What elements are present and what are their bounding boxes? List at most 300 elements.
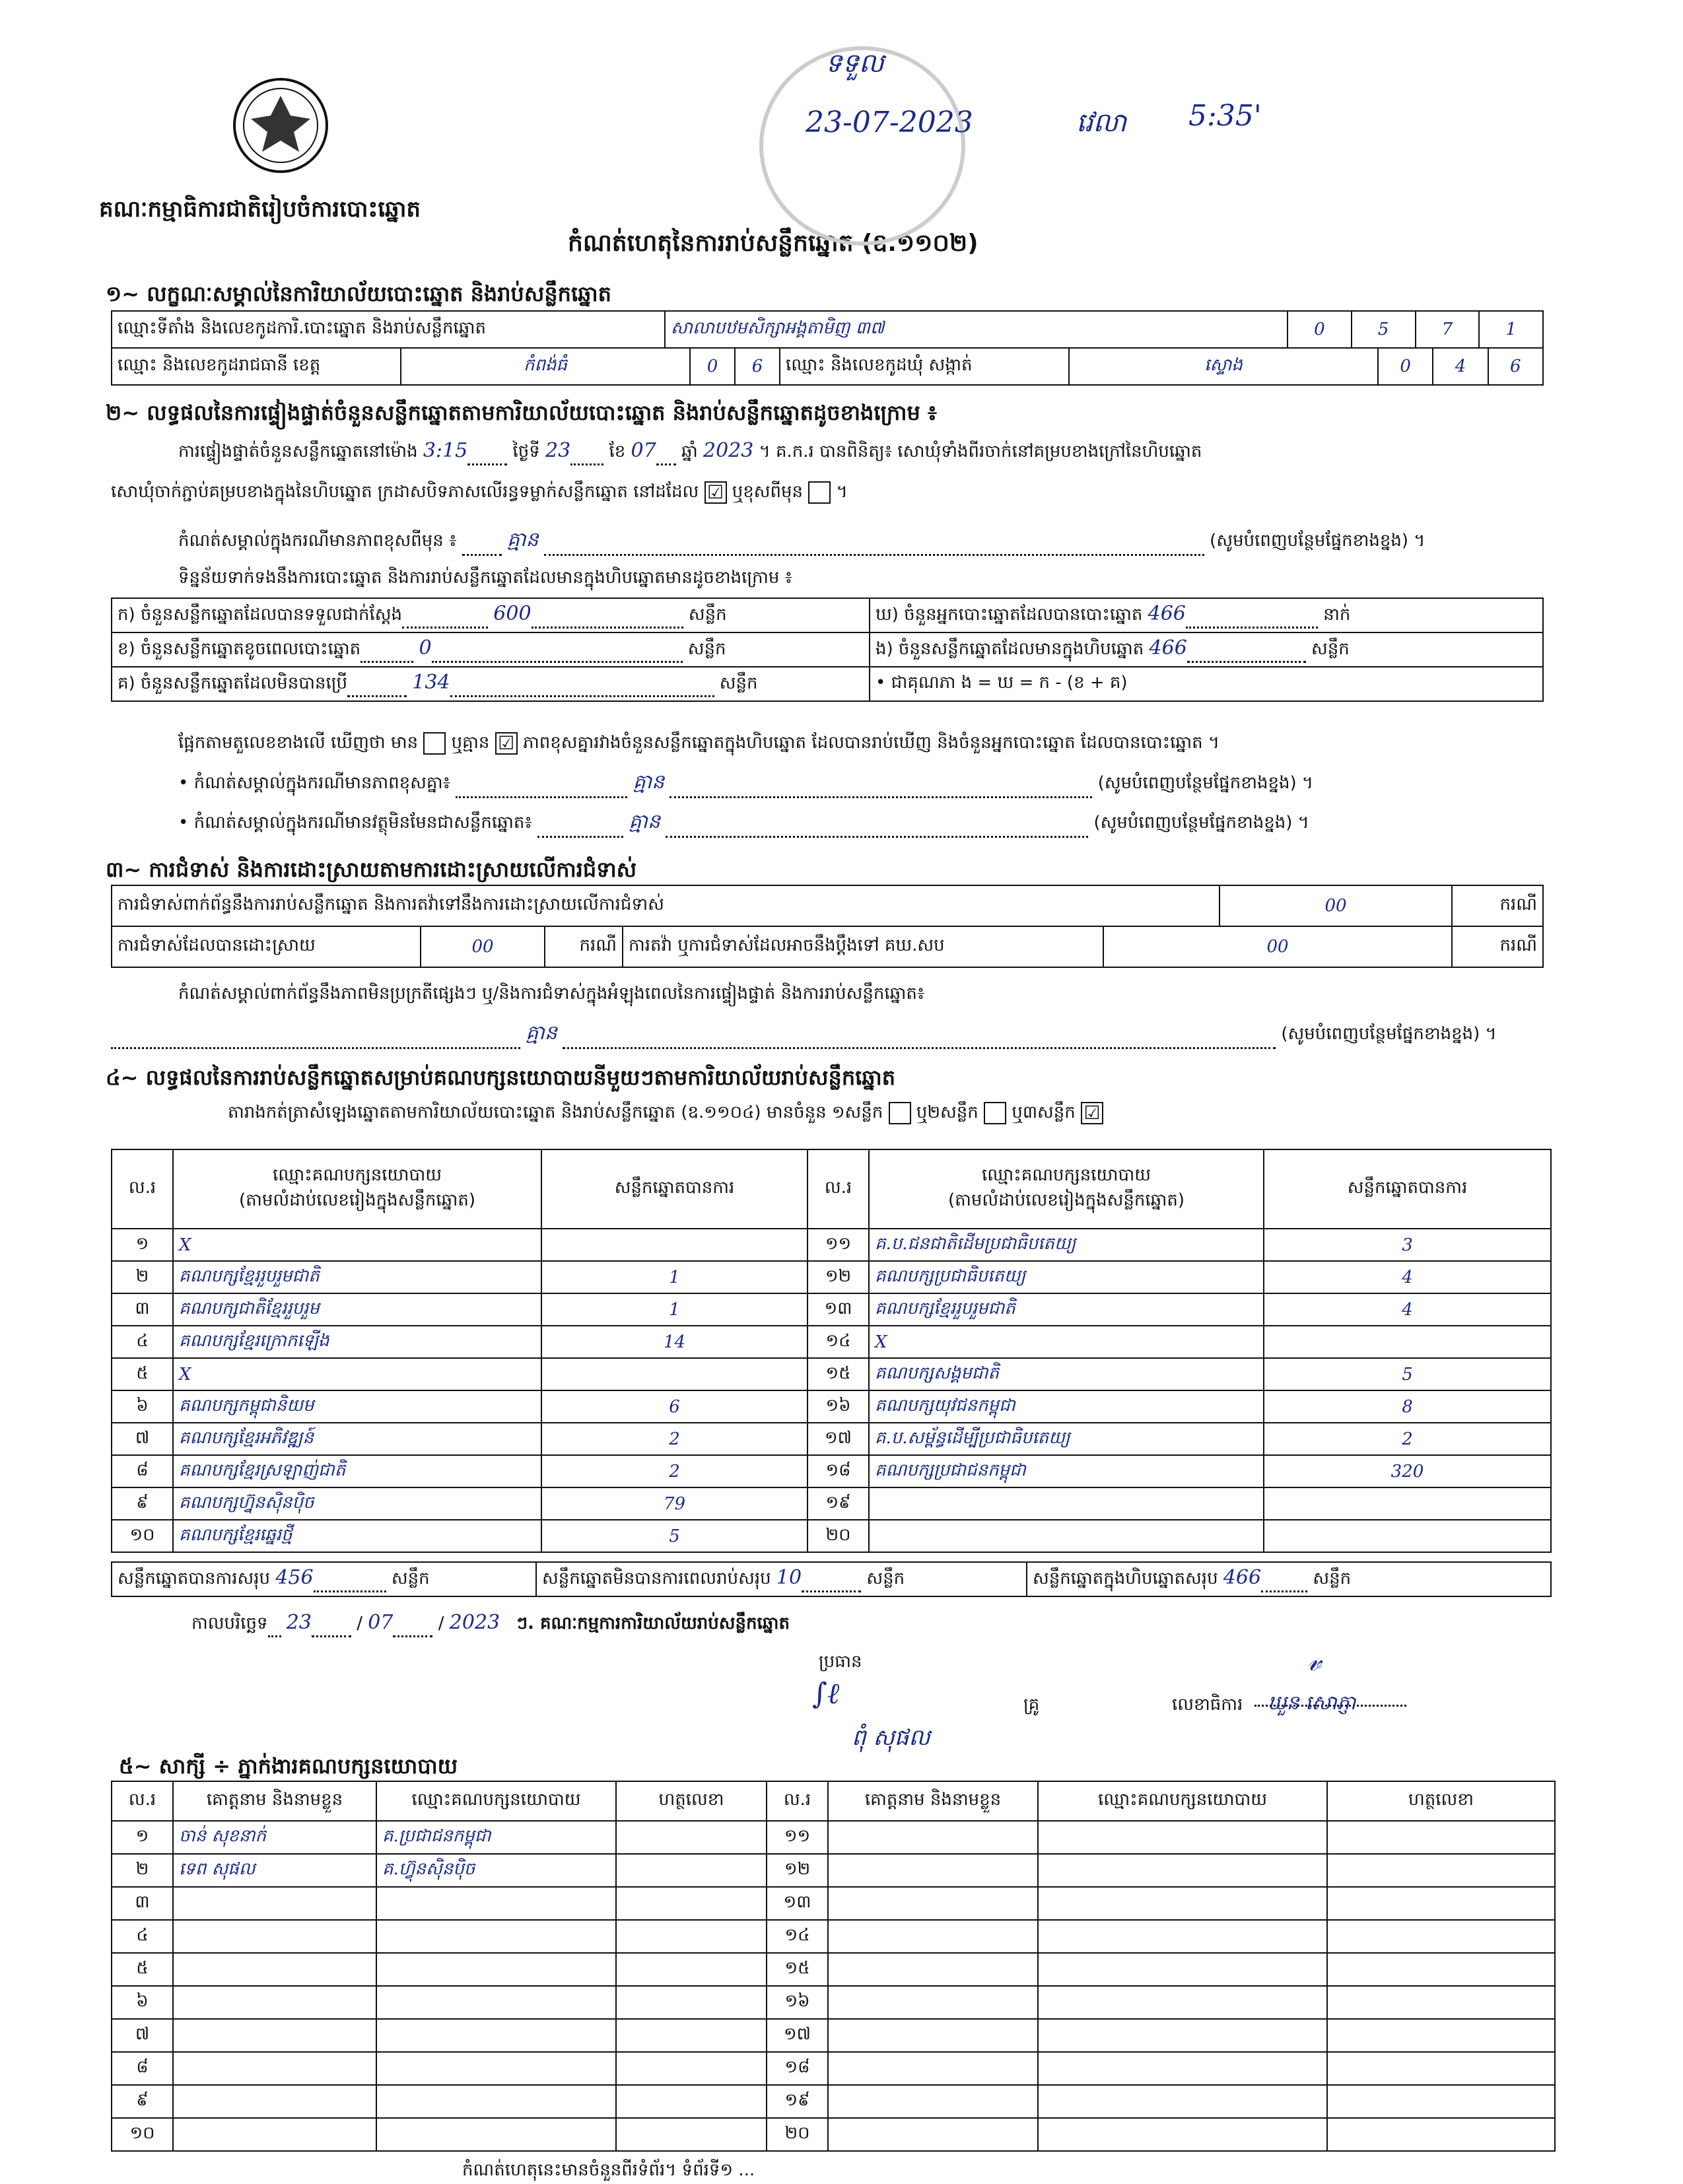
- verification-line-1: [178, 439, 1552, 465]
- witness-table: [111, 1781, 1556, 2152]
- witness-sign-left: [616, 2118, 767, 2151]
- row-no-right: ២០: [807, 1520, 869, 1552]
- row-no-right: ១១: [807, 1229, 869, 1261]
- table-row: [112, 1293, 1551, 1326]
- witness-no-right: ១៩: [767, 2085, 828, 2118]
- verify-day: 23: [545, 439, 571, 462]
- chair-label: ប្រធាន: [819, 1652, 862, 1672]
- resolved-unit: ករណី: [545, 926, 623, 967]
- witness-col-party-left: ឈ្មោះគណបក្សនយោបាយ: [376, 1781, 616, 1821]
- complaints-resolved-table: [111, 926, 1544, 968]
- station-label: ឈ្មោះទីតាំង និងលេខកូដការិ.បោះឆ្នោត និងរាប់សន្លឹកឆ្នោត: [112, 311, 665, 348]
- chair-name: ពុំ សុផល: [852, 1724, 930, 1751]
- witness-name-right: [828, 2118, 1038, 2151]
- row-no-left: ១០: [112, 1520, 173, 1552]
- table-row: [112, 2019, 1555, 2052]
- row-votes-left: [541, 1229, 807, 1261]
- row-no-right: ១៧: [807, 1423, 869, 1455]
- table-row: [112, 1887, 1555, 1920]
- witness-sign-right: [1327, 1920, 1555, 1953]
- witness-sign-left: [616, 1986, 767, 2019]
- row-party-left: គណបក្សខ្មែរឆ្នេរថ្មី: [173, 1520, 541, 1552]
- section1-heading: ១~ លក្ខណៈសម្គាល់នៃការិយាល័យបោះឆ្នោត និងរាប់សន្លឹកឆ្នោត: [106, 281, 611, 306]
- complaints-total-label: ការជំទាស់ពាក់ព័ន្ធនឹងការរាប់សន្លឹកឆ្នោត និងការតវ៉ាទៅនឹងការដោះស្រាយលើការជំទាស់: [112, 885, 1219, 926]
- witness-no-left: ៨: [112, 2052, 173, 2085]
- province-code-1: 0: [690, 348, 735, 385]
- difference-note-hint: (សូមបំពេញបន្ថែមផ្នែកខាងខ្នង) ។: [1210, 531, 1425, 551]
- object-note-hint: (សូមបំពេញបន្ថែមផ្នែកខាងខ្នង) ។: [1093, 813, 1309, 833]
- row-votes-left: 79: [541, 1487, 807, 1520]
- row-party-left: X: [173, 1358, 541, 1390]
- row-party-left: គណបក្សកម្ពុជានិយម: [173, 1390, 541, 1423]
- row-votes-left: 6: [541, 1390, 807, 1423]
- row-votes-left: 14: [541, 1326, 807, 1358]
- resolved-label: ការជំទាស់ដែលបានដោះស្រាយ: [112, 926, 421, 967]
- table-row: [112, 1229, 1551, 1261]
- row-no-left: ៧: [112, 1423, 173, 1455]
- witness-name-left: ទេព សុផល: [173, 1854, 376, 1887]
- witness-party-right: [1038, 1953, 1327, 1986]
- unused-value: 134: [412, 671, 450, 694]
- witness-sign-left: [616, 2019, 767, 2052]
- difference-note2-value: គ្មាន: [633, 770, 665, 794]
- form-title: កំណត់ហេតុនៃការរាប់សន្លឹកឆ្នោត (ឧ.១១០២): [568, 230, 979, 257]
- sheets-text: តារាងកត់ត្រាសំឡេងឆ្នោតតាមការិយាល័យបោះឆ្នោត និងរាប់សន្លឹកឆ្នោត (ឧ.១១០៤) មានចំនួន ១សន្លឹក: [228, 1103, 883, 1122]
- row-votes-right: [1264, 1520, 1551, 1552]
- commune-code-3: 6: [1488, 348, 1543, 385]
- witness-col-no-left: ល.រ: [112, 1781, 173, 1821]
- table-row: [112, 1953, 1555, 1986]
- voters-label: ឃ) ចំនួនអ្នកបោះឆ្នោតដែលបានបោះឆ្នោត: [876, 605, 1143, 625]
- witness-no-left: ៩: [112, 2085, 173, 2118]
- row-no-left: ៨: [112, 1455, 173, 1487]
- witness-sign-right: [1327, 1887, 1555, 1920]
- formula: • ជាគុណភា ង = ឃ = ក - (ខ + គ): [870, 667, 1543, 701]
- secretary-name: ឃួន សោភ្ញា: [1268, 1691, 1356, 1715]
- witness-name-left: [173, 2019, 376, 2052]
- location-table: [111, 347, 1544, 386]
- witness-no-left: ៧: [112, 2019, 173, 2052]
- witness-party-left: គ.ហ៊្វុនស៊ិនប៉ិច: [376, 1854, 616, 1887]
- witness-no-right: ២០: [767, 2118, 828, 2151]
- witness-sign-right: [1327, 1854, 1555, 1887]
- witness-party-left: [376, 1953, 616, 1986]
- row-votes-right: 4: [1264, 1293, 1551, 1326]
- results-col-no-right: ល.រ: [807, 1149, 869, 1229]
- witness-party-right: [1038, 2052, 1327, 2085]
- section2-heading: ២~ លទ្ធផលនៃការផ្ទៀងផ្ទាត់ចំនួនសន្លឹកឆ្នោតតាមការិយាល័យបោះឆ្នោត និងរាប់សន្លឹកឆ្នោតដូចខាងក្រោម ៖: [106, 400, 937, 425]
- witness-party-right: [1038, 2019, 1327, 2052]
- table-row: [112, 1854, 1555, 1887]
- object-note-label: • កំណត់សម្គាល់ក្នុងករណីមានវត្ថុមិនមែនជាសន្លឹកឆ្នោត៖: [178, 813, 532, 833]
- appeal-label: ការតវ៉ា ឬការជំទាស់ដែលអាចនឹងប្តឹងទៅ គឃ.សប: [623, 926, 1103, 967]
- results-totals-table: [111, 1561, 1552, 1597]
- witness-sign-left: [616, 2052, 767, 2085]
- total-invalid-unit: សន្លឹក: [866, 1569, 905, 1588]
- row-votes-right: 8: [1264, 1390, 1551, 1423]
- object-note-row: [178, 809, 1552, 838]
- witness-no-right: ១៨: [767, 2052, 828, 2085]
- total-box-value: 466: [1223, 1566, 1262, 1589]
- row-party-right: គ.ប.ជនជាតិដើមប្រជាធិបតេយ្យ: [869, 1229, 1264, 1261]
- row-votes-left: 1: [541, 1293, 807, 1326]
- party-results-table: [111, 1149, 1552, 1553]
- received-unit: សន្លឹក: [688, 605, 727, 625]
- witness-name-right: [828, 1986, 1038, 2019]
- table-row: [112, 1261, 1551, 1293]
- witness-name-left: [173, 2052, 376, 2085]
- date-year: 2023: [449, 1611, 500, 1634]
- witness-sign-right: [1327, 1953, 1555, 1986]
- difference-note2-hint: (សូមបំពេញបន្ថែមផ្នែកខាងខ្នង) ។: [1097, 773, 1314, 793]
- irregularity-note-row: [111, 1020, 1550, 1049]
- date-day: 23: [286, 1611, 312, 1634]
- voters-unit: នាក់: [1323, 605, 1351, 625]
- row-no-right: ១៤: [807, 1326, 869, 1358]
- row-no-left: ៩: [112, 1487, 173, 1520]
- table-row: [112, 2052, 1555, 2085]
- row-no-right: ១៥: [807, 1358, 869, 1390]
- table-row: [112, 1455, 1551, 1487]
- row-party-right: [869, 1487, 1264, 1520]
- chair-signature: ∫ℓ: [812, 1677, 840, 1711]
- stamp-date: 23-07-2023: [806, 106, 973, 139]
- witness-party-left: [376, 2085, 616, 2118]
- witness-name-right: [828, 1854, 1038, 1887]
- row-party-left: គណបក្សជាតិខ្មែររួបរួម: [173, 1293, 541, 1326]
- three-sheets-label: ឬ៣សន្លឹក: [1012, 1103, 1076, 1122]
- results-col-party-sub-left: (តាមលំដាប់លេខរៀងក្នុងសន្លឹកឆ្នោត): [238, 1190, 476, 1210]
- witness-party-left: [376, 1887, 616, 1920]
- witness-col-sign-right: ហត្ថលេខា: [1327, 1781, 1555, 1821]
- row-party-right: គណបក្សសង្គមជាតិ: [869, 1358, 1264, 1390]
- commune-code-2: 4: [1433, 348, 1488, 385]
- compare-text-c: ភាពខុសគ្នារវាងចំនួនសន្លឹកឆ្នោតក្នុងហិបឆ្នោត ដែលបានរាប់ឃើញ និងចំនួនអ្នកបោះឆ្នោត ដែលបានបោះឆ្នោត ។: [522, 733, 1219, 753]
- row-votes-right: 320: [1264, 1455, 1551, 1487]
- date-month: 07: [368, 1611, 394, 1634]
- commune-code-1: 0: [1378, 348, 1433, 385]
- complaints-table: [111, 885, 1544, 927]
- received-label: ក) ចំនួនសន្លឹកឆ្នោតដែលបានទទួលជាក់ស្តែង: [118, 605, 403, 625]
- witness-sign-right: [1327, 2085, 1555, 2118]
- row-votes-right: [1264, 1326, 1551, 1358]
- row-votes-right: [1264, 1487, 1551, 1520]
- row-no-right: ១៣: [807, 1293, 869, 1326]
- one-sheet-checkbox[interactable]: [889, 1102, 911, 1124]
- received-value: 600: [493, 602, 532, 625]
- table-row: [112, 1358, 1551, 1390]
- witness-sign-right: [1327, 2052, 1555, 2085]
- witness-sign-left: [616, 1854, 767, 1887]
- total-invalid-label: សន្លឹកឆ្នោតមិនបានការពេលរាប់សរុប: [542, 1569, 771, 1588]
- section4-heading: ៤~ លទ្ធផលនៃការរាប់សន្លឹកឆ្នោតសម្រាប់គណបក្សនយោបាយនីមួយៗតាមការិយាល័យរាប់សន្លឹកឆ្នោត: [106, 1065, 896, 1090]
- results-col-party-left: ឈ្មោះគណបក្សនយោបាយ: [273, 1165, 442, 1185]
- verify-checks-text: ។ គ.ក.រ បានពិនិត្យ៖ សោឃុំទាំងពីរចាក់នៅគម្របខាងក្រៅនៃហិបឆ្នោត: [759, 442, 1202, 461]
- difference-note-value: គ្មាន: [507, 528, 539, 551]
- row-votes-left: 2: [541, 1455, 807, 1487]
- difference-note-label: កំណត់សម្គាល់ក្នុងករណីមានភាពខុសពីមុន ៖: [178, 531, 457, 551]
- table-row: [112, 1423, 1551, 1455]
- witness-party-right: [1038, 1887, 1327, 1920]
- verify-time: 3:15: [423, 439, 468, 462]
- total-invalid-value: 10: [776, 1566, 802, 1589]
- total-valid-value: 456: [275, 1566, 314, 1589]
- row-party-left: គណបក្សខ្មែរអភិវឌ្ឍន៍: [173, 1423, 541, 1455]
- table-row: [112, 1520, 1551, 1552]
- data-intro: ទិន្នន័យទាក់ទងនឹងការបោះឆ្នោត និងការរាប់សន្លឹកឆ្នោតដែលមានក្នុងហិបឆ្នោតមានដូចខាងក្រោម ៖: [178, 568, 793, 588]
- row-party-right: គ.ប.សម្ព័ន្ធដើម្បីប្រជាធិបតេយ្យ: [869, 1423, 1264, 1455]
- compare-text-b: ឬគ្មាន: [451, 733, 490, 753]
- witness-no-right: ១៦: [767, 1986, 828, 2019]
- witness-col-name-left: គោត្តនាម និងនាមខ្លួន: [173, 1781, 376, 1821]
- compare-text-a: ផ្អែកតាមតួលេខខាងលើ ឃើញថា មាន: [178, 733, 419, 753]
- commune-label: ឈ្មោះ និងលេខកូដឃុំ សង្កាត់: [780, 348, 1069, 385]
- total-valid-label: សន្លឹកឆ្នោតបានការសរុប: [118, 1569, 271, 1588]
- witness-no-left: ៣: [112, 1887, 173, 1920]
- difference-note-row: [178, 527, 1552, 556]
- results-col-party-sub-right: (តាមលំដាប់លេខរៀងក្នុងសន្លឹកឆ្នោត): [947, 1190, 1185, 1210]
- witness-no-right: ១៥: [767, 1953, 828, 1986]
- total-box-label: សន្លឹកឆ្នោតក្នុងហិបឆ្នោតសរុប: [1033, 1569, 1218, 1588]
- nec-logo: [228, 76, 333, 175]
- witness-no-right: ១៣: [767, 1887, 828, 1920]
- witness-no-left: ៦: [112, 1986, 173, 2019]
- witness-name-left: [173, 1953, 376, 1986]
- row-no-right: ១២: [807, 1261, 869, 1293]
- witness-name-right: [828, 2052, 1038, 2085]
- witness-name-right: [828, 1953, 1038, 1986]
- row-votes-right: 2: [1264, 1423, 1551, 1455]
- resolved-value: 00: [421, 926, 545, 967]
- witness-name-right: [828, 2085, 1038, 2118]
- row-votes-right: 5: [1264, 1358, 1551, 1390]
- row-no-right: ១៨: [807, 1455, 869, 1487]
- table-row: [112, 2118, 1555, 2151]
- ballot-counts-table: [111, 597, 1544, 702]
- witness-name-left: [173, 1986, 376, 2019]
- witness-sign-right: [1327, 2118, 1555, 2151]
- witness-no-left: ១០: [112, 2118, 173, 2151]
- row-no-left: ២: [112, 1261, 173, 1293]
- chair-suffix: គ្រូ: [1023, 1695, 1040, 1715]
- witness-sign-left: [616, 1821, 767, 1854]
- verify-year: 2023: [703, 439, 754, 462]
- station-value: សាលាបឋមសិក្សាអង្គតាមិញ ៣៧: [665, 311, 1288, 348]
- row-votes-right: 4: [1264, 1261, 1551, 1293]
- witness-no-left: ៤: [112, 1920, 173, 1953]
- table-row: [112, 1821, 1555, 1854]
- witness-sign-left: [616, 1887, 767, 1920]
- row-no-right: ១៦: [807, 1390, 869, 1423]
- verify-year-label: ឆ្នាំ: [681, 442, 698, 461]
- secretary-label: លេខាធិការ: [1172, 1695, 1243, 1715]
- has-difference-checkbox[interactable]: [423, 732, 446, 755]
- date-row: កាលបរិច្ឆេទ 23 / 07 / 2023 ៗ. គណៈកម្មការការិយាល័យរាប់សន្លឹកឆ្នោត: [191, 1611, 790, 1637]
- changed-label: ឬខុសពីមុន: [732, 482, 804, 502]
- appeal-unit: ករណី: [1452, 926, 1543, 967]
- row-party-left: គណបក្សខ្មែររួបរួមជាតិ: [173, 1261, 541, 1293]
- row-party-left: គណបក្សខ្មែរស្រឡាញ់ជាតិ: [173, 1455, 541, 1487]
- results-col-no-left: ល.រ: [112, 1149, 173, 1229]
- verification-line-2: [111, 481, 848, 506]
- results-col-votes-left: សន្លឹកឆ្នោតបានការ: [541, 1149, 807, 1229]
- row-party-right: គណបក្សប្រជាធិបតេយ្យ: [869, 1261, 1264, 1293]
- row-votes-left: 5: [541, 1520, 807, 1552]
- witness-no-left: ២: [112, 1854, 173, 1887]
- complaints-total-value: 00: [1219, 885, 1452, 926]
- witness-party-right: [1038, 1821, 1327, 1854]
- witness-name-right: [828, 2019, 1038, 2052]
- row-no-left: ៣: [112, 1293, 173, 1326]
- row-no-right: ១៩: [807, 1487, 869, 1520]
- witness-party-right: [1038, 2118, 1327, 2151]
- row-no-left: ៤: [112, 1326, 173, 1358]
- same-checkbox[interactable]: ☑: [704, 481, 727, 504]
- row-party-right: គណបក្សប្រជាជនកម្ពុជា: [869, 1455, 1264, 1487]
- station-code-1: 0: [1288, 311, 1352, 348]
- difference-note2-label: • កំណត់សម្គាល់ក្នុងករណីមានភាពខុសគ្នា៖: [178, 773, 451, 793]
- witness-party-left: [376, 1986, 616, 2019]
- table-row: [112, 1326, 1551, 1358]
- station-code-4: 1: [1479, 311, 1543, 348]
- row-votes-right: 3: [1264, 1229, 1551, 1261]
- witness-no-right: ១៧: [767, 2019, 828, 2052]
- witness-party-left: [376, 2052, 616, 2085]
- witness-name-left: [173, 2085, 376, 2118]
- in-box-label: ង) ចំនួនសន្លឹកឆ្នោតដែលមានក្នុងហិបឆ្នោត: [876, 639, 1144, 659]
- row-party-right: X: [869, 1326, 1264, 1358]
- two-sheets-label: ឬ២សន្លឹក: [916, 1103, 979, 1122]
- province-code-2: 6: [735, 348, 780, 385]
- section3-heading: ៣~ ការជំទាស់ និងការដោះស្រាយតាមការដោះស្រាយលើការជំទាស់: [106, 857, 637, 882]
- witness-no-right: ១២: [767, 1854, 828, 1887]
- changed-checkbox[interactable]: [808, 481, 831, 504]
- witness-no-left: ៥: [112, 1953, 173, 1986]
- line2-end: ។: [836, 482, 848, 502]
- witness-party-right: [1038, 2085, 1327, 2118]
- table-row: [112, 1920, 1555, 1953]
- unused-unit: សន្លឹក: [719, 673, 758, 693]
- object-note-value: គ្មាន: [629, 810, 660, 833]
- row-votes-left: 2: [541, 1423, 807, 1455]
- witness-sign-right: [1327, 2019, 1555, 2052]
- spoiled-unit: សន្លឹក: [687, 639, 726, 659]
- station-code-3: 7: [1416, 311, 1480, 348]
- witness-sign-left: [616, 1953, 767, 1986]
- results-col-party-right: ឈ្មោះគណបក្សនយោបាយ: [982, 1165, 1151, 1185]
- witness-party-left: [376, 2019, 616, 2052]
- unused-label: គ) ចំនួនសន្លឹកឆ្នោតដែលមិនបានប្រើ: [118, 673, 347, 693]
- witness-party-left: គ.ប្រជាជនកម្ពុជា: [376, 1821, 616, 1854]
- witness-name-right: [828, 1887, 1038, 1920]
- witness-party-right: [1038, 1920, 1327, 1953]
- table-row: [112, 1986, 1555, 2019]
- commune-value: ស្ទោង: [1069, 348, 1378, 385]
- compare-row: [178, 732, 1219, 757]
- witness-party-right: [1038, 1986, 1327, 2019]
- table-row: [112, 1487, 1551, 1520]
- irregularity-note-value: គ្មាន: [526, 1021, 557, 1044]
- row-no-left: ៦: [112, 1390, 173, 1423]
- no-difference-checkbox[interactable]: ☑: [495, 732, 518, 755]
- row-votes-left: 1: [541, 1261, 807, 1293]
- in-box-value: 466: [1149, 636, 1187, 660]
- witness-party-right: [1038, 1854, 1327, 1887]
- footer-note: កំណត់ហេតុនេះមានចំនួនពីរទំព័រ។ ទំព័រទី១ ...: [462, 2160, 755, 2180]
- witness-name-left: [173, 1887, 376, 1920]
- witness-sign-left: [616, 2085, 767, 2118]
- witness-col-no-right: ល.រ: [767, 1781, 828, 1821]
- witness-name-left: ចាន់ សុខនាក់: [173, 1821, 376, 1854]
- station-table: [111, 310, 1544, 349]
- table-row: [112, 2085, 1555, 2118]
- row-party-left: គណបក្សហ្វ៊ុនស៊ិនប៉ិច: [173, 1487, 541, 1520]
- row-party-right: គណបក្សយុវជនកម្ពុជា: [869, 1390, 1264, 1423]
- complaints-total-unit: ករណី: [1452, 885, 1543, 926]
- witness-party-left: [376, 2118, 616, 2151]
- row-party-right: គណបក្សខ្មែររួបរួមជាតិ: [869, 1293, 1264, 1326]
- stamp-time: 5:35': [1188, 99, 1262, 133]
- province-value: កំពង់ធំ: [401, 348, 690, 385]
- stamp-received: ទទួល: [825, 48, 884, 79]
- secretary-signature: 𝓋: [1307, 1644, 1322, 1678]
- results-col-votes-right: សន្លឹកឆ្នោតបានការ: [1264, 1149, 1551, 1229]
- witness-no-right: ១១: [767, 1821, 828, 1854]
- appeal-value: 00: [1103, 926, 1452, 967]
- difference-note2-row: [178, 769, 1552, 798]
- section5-heading: ៥~ សាក្សី ÷ ភ្នាក់ងារគណបក្សនយោបាយ: [119, 1754, 458, 1779]
- signature-org: ៗ. គណៈកម្មការការិយាល័យរាប់សន្លឹកឆ្នោត: [516, 1614, 790, 1633]
- verify-month: 07: [631, 439, 656, 462]
- irregularity-note-label: កំណត់សម្គាល់ពាក់ព័ន្ធនឹងភាពមិនប្រក្រតីផ្សេងៗ ឬ/និងការជំទាស់ក្នុងអំឡុងពេលនៃការផ្ទៀងផ្ទាត់ និងការរាប់សន្លឹកឆ្នោត៖: [178, 984, 925, 1004]
- spoiled-value: 0: [419, 636, 432, 660]
- province-label: ឈ្មោះ និងលេខកូដរាជធានី ខេត្ត: [112, 348, 401, 385]
- station-code-2: 5: [1352, 311, 1416, 348]
- seal-text: សោឃុំចាក់ភ្ជាប់គម្របខាងក្នុងនៃហិបឆ្នោត ក្រដាសបិទភាសលើរន្ធទម្លាក់សន្លឹកឆ្នោត នៅដដែល: [111, 482, 699, 502]
- verify-day-label: ថ្ងៃទី: [512, 442, 540, 461]
- witness-name-left: [173, 2118, 376, 2151]
- spoiled-label: ខ) ចំនួនសន្លឹកឆ្នោតខូចពេលបោះឆ្នោត: [118, 639, 361, 659]
- row-party-right: [869, 1520, 1264, 1552]
- three-sheets-checkbox[interactable]: ☑: [1081, 1102, 1103, 1124]
- total-valid-unit: សន្លឹក: [391, 1569, 430, 1588]
- witness-col-party-right: ឈ្មោះគណបក្សនយោបាយ: [1038, 1781, 1327, 1821]
- table-row: [112, 1390, 1551, 1423]
- row-no-left: ៥: [112, 1358, 173, 1390]
- verify-month-label: ខែ: [609, 442, 626, 461]
- witness-name-right: [828, 1920, 1038, 1953]
- row-votes-left: [541, 1358, 807, 1390]
- witness-name-left: [173, 1920, 376, 1953]
- row-no-left: ១: [112, 1229, 173, 1261]
- two-sheets-checkbox[interactable]: [984, 1102, 1006, 1124]
- date-label: កាលបរិច្ឆេទ: [191, 1614, 268, 1633]
- witness-sign-right: [1327, 1986, 1555, 2019]
- witness-no-right: ១៤: [767, 1920, 828, 1953]
- witness-sign-right: [1327, 1821, 1555, 1854]
- witness-sign-left: [616, 1920, 767, 1953]
- irregularity-note-hint: (សូមបំពេញបន្ថែមផ្នែកខាងខ្នង) ។: [1281, 1024, 1497, 1044]
- witness-name-right: [828, 1821, 1038, 1854]
- witness-col-name-right: គោត្តនាម និងនាមខ្លួន: [828, 1781, 1038, 1821]
- voters-value: 466: [1148, 602, 1186, 625]
- committee-name: គណៈកម្មាធិការជាតិរៀបចំការបោះឆ្នោត: [99, 196, 421, 222]
- witness-no-left: ១: [112, 1821, 173, 1854]
- witness-party-left: [376, 1920, 616, 1953]
- sheets-row: [228, 1101, 1103, 1126]
- row-party-left: គណបក្សខ្មែរក្រោកឡើង: [173, 1326, 541, 1358]
- stamp-time-label: វេលា: [1076, 108, 1127, 138]
